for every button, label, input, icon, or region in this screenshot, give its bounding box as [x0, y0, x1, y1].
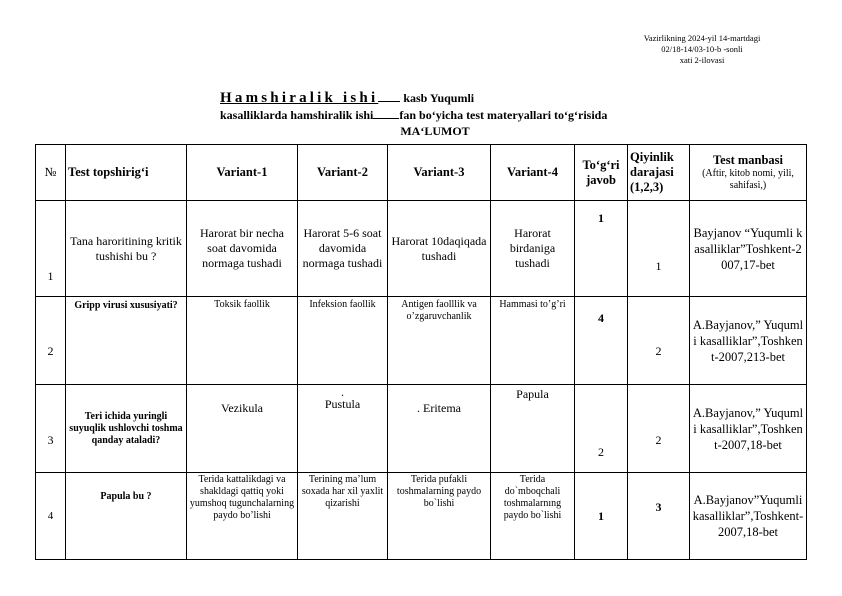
row-difficulty: 2: [628, 297, 690, 385]
row-correct: 1: [575, 201, 628, 297]
row-variant-2: Terining ma’lum soxada har xil yaxlit qizarishi: [298, 473, 388, 560]
test-table: [35, 144, 807, 560]
table-row: [36, 297, 807, 385]
row-number: 1: [36, 201, 66, 297]
row-variant-3: Antigen faolllik va o’zgaruvchanlik: [388, 297, 491, 385]
row-correct: 1: [575, 473, 628, 560]
header-difficulty: Qiyinlik darajasi (1,2,3): [628, 145, 690, 201]
row-source: A.Bayjanov”Yuqumli kasalliklar”,Toshkent-2007,18-bet: [690, 473, 807, 560]
header-variant-2: Variant-2: [298, 145, 388, 201]
title-spaced: Hamshiralik ishi: [220, 90, 379, 106]
row-task: Tana haroritining kritik tushishi bu ?: [66, 201, 187, 297]
row-correct: 4: [575, 297, 628, 385]
row-variant-1: Harorat bir necha soat davomida normaga tushadi: [187, 201, 298, 297]
approval-line-1: Vazirlikning 2024-yil 14-martdagi: [643, 33, 761, 43]
row-source: A.Bayjanov,” Yuqumli kasalliklar”,Toshkent-2007,213-bet: [690, 297, 807, 385]
row-variant-3: Harorat 10daqiqada tushadi: [388, 201, 491, 297]
row-variant-1: Terida kattalikdagi va shakldagi qattiq yoki yumshoq tugunchalarning paydo bo’lishi: [187, 473, 298, 560]
row-variant-2: Infeksion faollik: [298, 297, 388, 385]
row-variant-1: Vezikula: [187, 385, 298, 473]
header-variant-3: Variant-3: [388, 145, 491, 201]
header-row: [36, 145, 807, 201]
row-task: Teri ichida yuringli suyuqlik ushlovchi toshma qanday ataladi?: [66, 385, 187, 473]
row-number: 4: [36, 473, 66, 560]
title-line-3: MA‘LUMOT: [400, 124, 470, 138]
title-line-2: [200, 107, 700, 123]
row-variant-1: Toksik faollik: [187, 297, 298, 385]
document-title: [200, 90, 700, 139]
row-variant-4: Harorat birdaniga tushadi: [491, 201, 575, 297]
title-line2-a: kasalliklarda hamshiralik ishi: [220, 108, 374, 122]
row-task: Gripp virusi xususiyati?: [66, 297, 187, 385]
row-variant-2: Harorat 5-6 soat davomida normaga tushadi: [298, 201, 388, 297]
row-variant-4: Papula: [491, 385, 575, 473]
table-row: [36, 201, 807, 297]
row-correct: 2: [575, 385, 628, 473]
header-variant-4: Variant-4: [491, 145, 575, 201]
row-variant-3: . Eritema: [388, 385, 491, 473]
approval-note: [612, 33, 792, 66]
approval-line-3: xati 2-ilovasi: [679, 55, 725, 65]
title-line2-b: fan bo‘yicha test materyallari to‘g‘risida: [399, 108, 608, 122]
title-line-1: [200, 90, 700, 107]
row-number: 3: [36, 385, 66, 473]
row-difficulty: 1: [628, 201, 690, 297]
row-task: Papula bu ?: [66, 473, 187, 560]
row-variant-4: Terida do`mboqchali toshmalarnıng paydo bo`lishi: [491, 473, 575, 560]
header-variant-1: Variant-1: [187, 145, 298, 201]
row-source: A.Bayjanov,” Yuqumli kasalliklar”,Toshkent-2007,18-bet: [690, 385, 807, 473]
row-number: 2: [36, 297, 66, 385]
title-line1-rest: kasb Yuqumli: [403, 91, 475, 105]
header-correct: To‘g‘ri javob: [575, 145, 628, 201]
row-source: Bayjanov “Yuqumli kasalliklar”Toshkent-2007,17-bet: [690, 201, 807, 297]
header-source-title: Test manbasi: [712, 153, 784, 167]
row-variant-3: Terida pufakli toshmalarning paydo bo`lishi: [388, 473, 491, 560]
approval-line-2: 02/18-14/03-10-b -sonli: [661, 44, 743, 54]
table-row: [36, 473, 807, 560]
header-no: №: [36, 145, 66, 201]
row-variant-2-dot: .: [341, 385, 344, 399]
row-difficulty: 3: [628, 473, 690, 560]
row-variant-2-cell: [298, 385, 388, 473]
header-source-note: (Aftir, kitob nomi, yili, sahifasi,): [702, 168, 794, 191]
header-task: Test topshirig‘i: [66, 145, 187, 201]
row-variant-4: Hammasi to’g’ri: [491, 297, 575, 385]
header-source: [690, 145, 807, 201]
row-variant-2: Pustula: [324, 397, 361, 411]
table-row: [36, 385, 807, 473]
row-difficulty: 2: [628, 385, 690, 473]
